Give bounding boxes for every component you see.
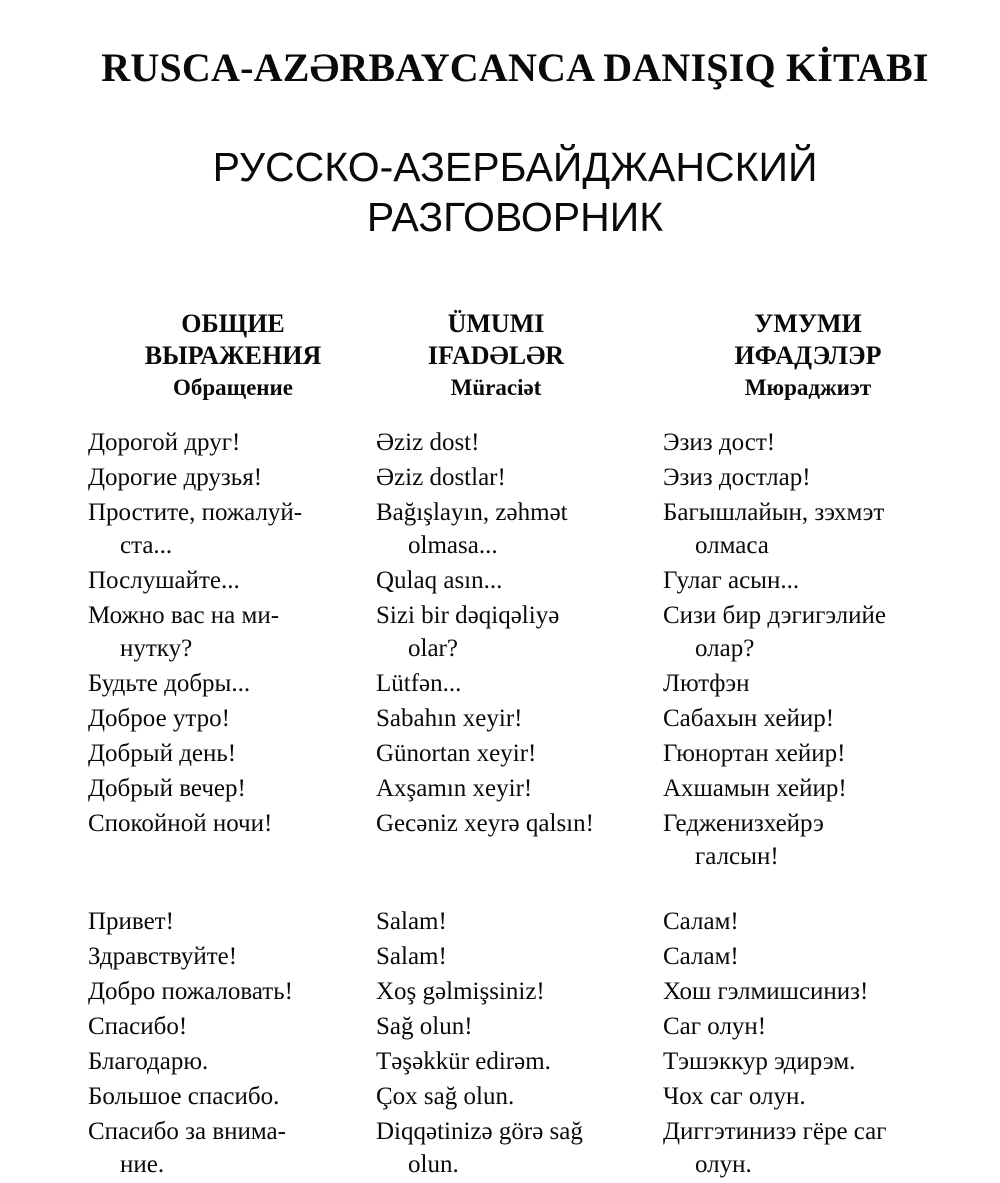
phrase-text: Xoş gəlmişsiniz! [376,978,545,1005]
phrase-entry [663,667,887,702]
phrase-text: Послушайте... [88,567,240,594]
phrase-text: Хош гэлмишсиниз! [663,978,869,1005]
phrase-entry [663,807,887,875]
phrase-entry [88,1080,302,1115]
phrase-entry [376,1115,594,1183]
phrase-text: Гулаг асын... [663,567,800,594]
title-russian-line-1: РУССКО-АЗЕРБАЙДЖАНСКИЙ [212,144,818,190]
column-header-line-2: ИФАДЭЛЭР [734,341,882,370]
phrase-entry [376,564,594,599]
phrase-entry [88,1045,302,1080]
phrase-text: Будьте добры... [88,670,251,697]
phrase-text: Sağ olun! [376,1013,473,1040]
phrase-entry [88,564,302,599]
phrase-text: Gecəniz xeyrə qalsın! [376,810,594,837]
phrase-entry [376,496,594,564]
column-subheader: Müraciət [450,375,542,400]
column-header-line-2: ВЫРАЖЕНИЯ [144,341,322,370]
column-header-line-2: IFADƏLƏR [427,341,565,370]
phrase-entry [663,1115,887,1183]
phrase-text-continuation: ние. [120,1151,165,1178]
phrase-entry [376,975,594,1010]
phrase-text: Salam! [376,943,447,970]
phrase-entry [376,905,594,940]
phrase-entry [376,940,594,975]
phrase-text-continuation: олмаса [695,532,769,559]
phrase-text: Axşamın xeyir! [376,775,533,802]
phrase-text: Саг олун! [663,1013,767,1040]
phrase-text: Təşəkkür edirəm. [376,1048,551,1075]
phrase-text: Доброе утро! [88,705,230,732]
phrase-text: Сабахын хейир! [663,705,835,732]
phrase-text: Эзиз дост! [663,429,776,456]
phrase-text: Можно вас на ми- [88,602,280,629]
phrase-text-continuation: олун. [695,1151,752,1178]
column-header-line-1: ÜMUMI [447,309,545,338]
phrase-text: Əziz dost! [376,429,480,456]
phrase-entry [88,599,302,667]
column-header [376,308,616,412]
phrase-text: Qulaq asın... [376,567,503,594]
phrase-list [663,426,887,1183]
phrase-text: Günortan xeyir! [376,740,537,767]
phrase-text-continuation: olar? [408,635,458,662]
phrase-text: Большое спасибо. [88,1083,280,1110]
phrase-entry [663,940,887,975]
phrase-text: Diqqətinizə görə sağ [376,1118,583,1145]
phrase-text: Sabahın xeyir! [376,705,523,732]
phrase-text: Чох саг олун. [663,1083,806,1110]
phrase-entry [663,426,887,461]
phrase-text: Спокойной ночи! [88,810,273,837]
phrase-text: Эзиз достлар! [663,464,811,491]
phrase-entry [376,426,594,461]
phrase-text: Sizi bir dəqiqəliyə [376,602,560,629]
phrase-text: Əziz dostlar! [376,464,506,491]
title-russian-line-2: РАЗГОВОРНИК [366,194,664,240]
phrase-entry [88,426,302,461]
column-subheader: Обращение [172,375,294,400]
phrase-entry [663,905,887,940]
phrase-entry [663,461,887,496]
title-russian [0,142,1000,242]
phrase-text: Salam! [376,908,447,935]
phrase-entry [376,702,594,737]
phrase-text: Ахшамын хейир! [663,775,847,802]
phrase-entry [663,1045,887,1080]
column-subheader: Мюраджиэт [744,375,872,400]
phrase-text: Гедженизхейрэ [663,810,824,837]
phrase-text: Добрый вечер! [88,775,246,802]
phrase-text: Диггэтинизэ гёре саг [663,1118,887,1145]
phrase-list [376,426,594,1183]
phrase-entry [88,905,302,940]
phrase-text-continuation: олар? [695,635,755,662]
column-header [663,308,953,412]
phrase-entry [88,496,302,564]
phrase-list [88,426,302,1183]
phrase-entry [88,772,302,807]
phrase-entry [376,807,594,875]
phrase-entry [88,807,302,875]
phrase-text-continuation: olun. [408,1151,459,1178]
phrase-text-continuation: галсын! [695,843,779,870]
phrase-entry [88,461,302,496]
phrase-entry [88,737,302,772]
phrase-text: Благодарю. [88,1048,209,1075]
phrase-entry [663,564,887,599]
phrase-entry [88,1115,302,1183]
column-header-line-1: ОБЩИЕ [181,309,285,338]
phrase-text-continuation: нутку? [120,635,193,662]
phrase-entry [376,1080,594,1115]
phrase-entry [88,667,302,702]
phrase-text: Тэшэккур эдирэм. [663,1048,856,1075]
column-header-line-1: УМУМИ [754,309,862,338]
phrase-text: Гюнортан хейир! [663,740,846,767]
phrase-text: Спасибо за внима- [88,1118,286,1145]
phrase-text-continuation: olmasa... [408,532,498,559]
phrase-text: Bağışlayın, zəhmət [376,499,568,526]
phrase-text: Салам! [663,908,739,935]
phrase-text: Лютфэн [663,670,750,697]
phrase-entry [376,737,594,772]
phrase-text: Привет! [88,908,174,935]
phrase-text: Спасибо! [88,1013,188,1040]
phrase-entry [376,461,594,496]
phrase-text: Багышлайын, зэхмэт [663,499,885,526]
phrase-text: Дорогой друг! [88,429,241,456]
phrase-entry [663,772,887,807]
phrase-entry [663,975,887,1010]
phrase-text: Добро пожаловать! [88,978,293,1005]
phrase-entry [88,975,302,1010]
phrase-entry [376,599,594,667]
phrase-entry [88,1010,302,1045]
phrase-entry [663,702,887,737]
phrase-entry [376,772,594,807]
column-transcription [663,308,993,1178]
phrase-text: Простите, пожалуй- [88,499,303,526]
phrase-text: Дорогие друзья! [88,464,263,491]
column-header [88,308,378,412]
phrase-entry [663,599,887,667]
phrase-entry [376,1010,594,1045]
phrase-text: Здравствуйте! [88,943,238,970]
phrase-entry [88,702,302,737]
phrase-text: Çox sağ olun. [376,1083,515,1110]
phrase-entry [663,1010,887,1045]
phrase-text: Добрый день! [88,740,237,767]
phrase-entry [376,667,594,702]
title-azerbaijani: RUSCA-AZƏRBAYCANCA DANIŞIQ KİTABI [101,45,929,90]
phrase-entry [88,940,302,975]
phrase-entry [376,1045,594,1080]
phrase-text: Салам! [663,943,739,970]
phrase-text-continuation: ста... [120,532,173,559]
column-azerbaijani-latin [376,308,666,1178]
phrase-text: Lütfən... [376,670,462,697]
phrase-entry [663,737,887,772]
phrase-entry [663,496,887,564]
phrase-text: Сизи бир дэгигэлийе [663,602,886,629]
phrase-entry [663,1080,887,1115]
column-russian [88,308,378,1178]
